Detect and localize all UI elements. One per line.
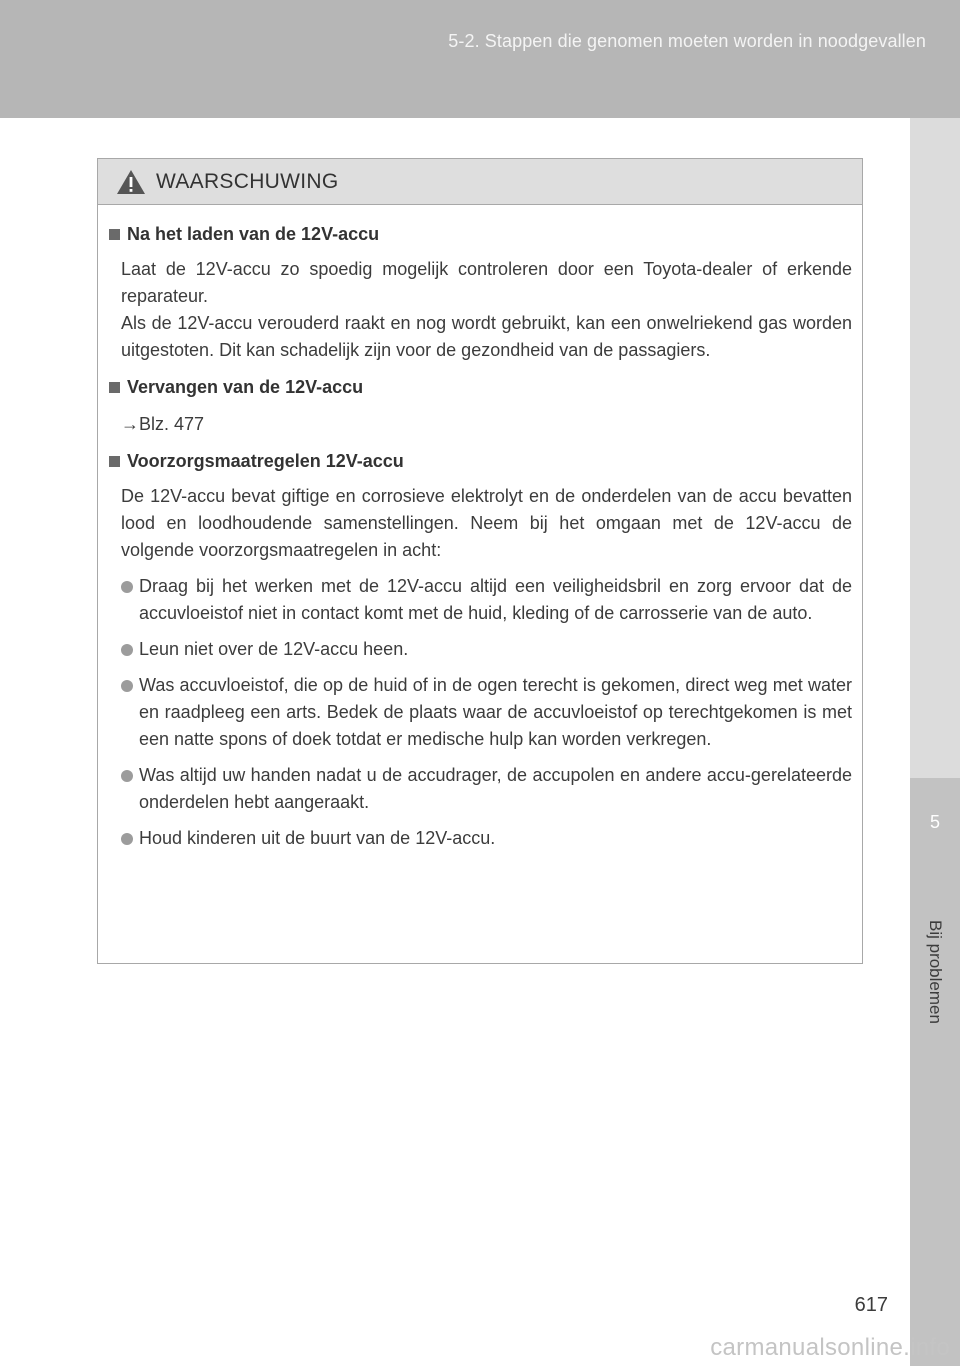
list-item-text: Leun niet over de 12V-accu heen. [139,639,409,659]
list-item-text: Draag bij het werken met de 12V-accu altijd een veiligheidsbril en zorg ervoor dat de accuvloeistof niet in contact komt met de huid, kleding of de carrosserie van de auto. [139,576,852,623]
list-item [121,573,852,627]
warning-body [98,205,862,852]
circle-bullet-icon [121,833,133,845]
circle-bullet-icon [121,770,133,782]
section-title: 5-2. Stappen die genomen moeten worden in noodgevallen [448,31,926,51]
paragraph: Laat de 12V-accu zo spoedig mogelijk controleren door een Toyota-dealer of erkende reparateur. [121,259,852,306]
section-heading-text: Vervangen van de 12V-accu [127,377,364,397]
list-item-text: Was accuvloeistof, die op de huid of in de ogen terecht is gekomen, direct weg met water en raadpleeg een arts. Bedek de plaats waar de accuvloeistof op terechtgekomen is met een natte spons of doek totdat er medische hulp kan worden verkregen. [139,675,852,749]
circle-bullet-icon [121,581,133,593]
warning-icon [116,169,146,195]
circle-bullet-icon [121,644,133,656]
page-number: 617 [854,1294,888,1316]
page-header [0,0,960,118]
list-item-text: Houd kinderen uit de buurt van de 12V-accu. [139,828,496,848]
warning-box [97,158,863,964]
list-item [121,636,852,663]
chapter-number: 5 [929,812,940,832]
paragraph: Als de 12V-accu verouderd raakt en nog wordt gebruikt, kan een onwelriekend gas worden uitgestoten. Dit kan schadelijk zijn voor de gezondheid van de passagiers. [121,313,852,360]
square-bullet-icon [109,456,120,467]
square-bullet-icon [109,382,120,393]
list-item [121,825,852,852]
list-item-text: Was altijd uw handen nadat u de accudrager, de accupolen en andere accu-gerelateerde onderdelen hebt aangeraakt. [139,765,852,812]
square-bullet-icon [109,229,120,240]
section-heading-text: Na het laden van de 12V-accu [127,224,380,244]
bullet-list [109,573,852,852]
list-item [121,672,852,753]
list-item [121,762,852,816]
chapter-label: Bij problemen [926,920,945,1024]
warning-header [98,159,862,205]
section-heading-text: Voorzorgsmaatregelen 12V-accu [127,451,404,471]
page-reference: →Blz. 477 [121,414,205,434]
side-tab-active [910,778,960,1366]
watermark: carmanualsonline.info [710,1334,950,1361]
section-heading [109,221,852,248]
warning-title: WAARSCHUWING [156,169,339,193]
paragraph: De 12V-accu bevat giftige en corrosieve elektrolyt en de onderdelen van de accu bevatten lood en loodhoudende samenstellingen. Neem bij het omgaan met de 12V-accu de volgende voorzorgsmaatregelen in acht: [121,486,852,560]
circle-bullet-icon [121,680,133,692]
section-heading [109,448,852,475]
section-heading [109,374,852,401]
